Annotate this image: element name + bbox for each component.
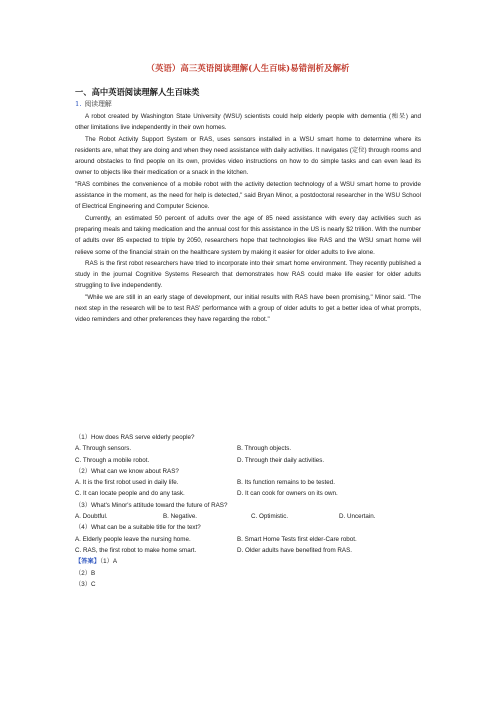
section-heading: 一、高中英语阅读理解人生百味类 [75, 87, 200, 97]
page-title: （英语）高三英语阅读理解(人生百味)易错剖析及解析 [146, 63, 350, 73]
question-number: 1. [75, 100, 82, 108]
question-stem: （4）What can be a suitable title for the text? [75, 524, 201, 532]
questions [75, 432, 421, 590]
option: B. Through objects. [237, 445, 292, 453]
answer-line [75, 556, 421, 567]
option: B. Negative. [163, 513, 198, 521]
paragraph: The Robot Activity Support System or RAS, uses sensors installed in a WSU smart home to determine where its residents are, what they are doing and when they need assistance with daily activities. It navigates (定位) through rooms and around obstacles to find people on its own, provides video instructions on how to do simple tasks and can even lead its owner to objects like their medication or a snack in the kitchen. [75, 135, 421, 177]
option-row [75, 443, 421, 454]
answer-label: 【答案】 [75, 558, 100, 566]
option: C. It can locate people and do any task. [75, 490, 185, 498]
option: A. Elderly people leave the nursing home. [75, 535, 191, 543]
option-row [75, 455, 421, 466]
paragraph: Currently, an estimated 50 percent of adults over the age of 85 need assistance with every day activities such as preparing meals and taking medication and the annual cost for this assistance in the US is nearly $2 trillion. With the number of adults over 85 expected to triple by 2050, researchers hope that technologies like RAS and the WSU smart home will relieve some of the financial strain on the healthcare system by making it easier for older adults to live alone. [75, 214, 421, 256]
option-row [75, 488, 421, 499]
paragraph: "RAS combines the convenience of a mobile robot with the activity detection technology of a WSU smart home to provide assistance in the moment, as the need for help is detected," said Bryan Minor, a postdoctoral researcher in the WSU School of Electrical Engineering and Computer Science. [75, 180, 421, 211]
option: B. Its function remains to be tested. [237, 479, 335, 487]
answer: （1）A [100, 558, 118, 566]
option: B. Smart Home Tests first elder-Care robot. [237, 535, 357, 543]
option: C. Optimistic. [251, 513, 289, 521]
option: A. Through sensors. [75, 445, 132, 453]
option-row [75, 534, 421, 545]
passage [75, 111, 421, 326]
paragraph: A robot created by Washington State University (WSU) scientists could help elderly people with dementia (痴呆) and other limitations live independently in their own homes. [75, 113, 421, 132]
option: C. RAS, the first robot to make home smart. [75, 546, 197, 554]
option: D. Through their daily activities. [237, 456, 325, 464]
question-type: 阅读理解 [84, 100, 112, 108]
option: D. It can cook for owners on its own. [237, 490, 338, 498]
option: D. Older adults have benefited from RAS. [237, 546, 352, 554]
option-row [75, 545, 421, 556]
question-stem: （3）What's Minor's attitude toward the future of RAS? [75, 501, 228, 509]
paragraph: RAS is the first robot researchers have tried to incorporate into their smart home environment. They recently published a study in the journal Cognitive Systems Research that demonstrates how RAS could make life easier for older adults struggling to live independently. [75, 259, 421, 290]
option: C. Through a mobile robot. [75, 456, 150, 464]
option-row [75, 511, 421, 522]
question-stem: （2）What can we know about RAS? [75, 467, 179, 475]
answer: （3）C [75, 580, 96, 588]
option: D. Uncertain. [339, 513, 376, 521]
option-row [75, 477, 421, 488]
answer: （2）B [75, 569, 96, 577]
option: A. Doubtful. [75, 513, 108, 521]
question-header [75, 98, 112, 108]
question-stem: （1）How does RAS serve elderly people? [75, 434, 195, 441]
paragraph: "While we are still in an early stage of development, our initial results with RAS have been promising," Minor said. "The next step in the research will be to test RAS' performance with a group of older adults to get a better idea of what prompts, video reminders and other preferences they have regarding the robot." [75, 293, 421, 324]
option: A. It is the first robot used in daily life. [75, 479, 179, 487]
